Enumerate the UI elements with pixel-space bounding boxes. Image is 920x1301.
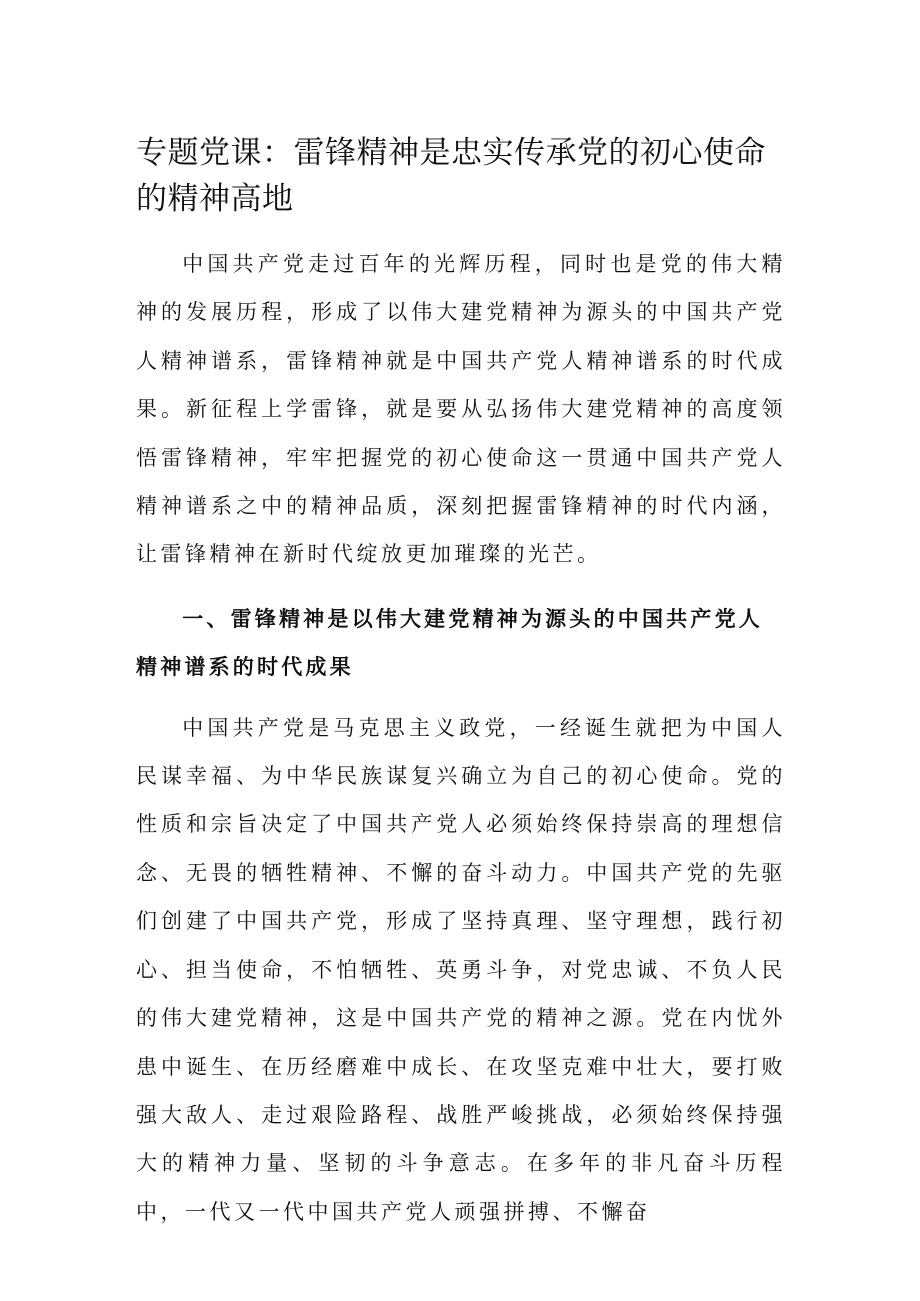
- document-body: [136, 130, 786, 1236]
- intro-paragraph: 中国共产党走过百年的光辉历程，同时也是党的伟大精神的发展历程，形成了以伟大建党精神为源头的中国共产党人精神谱系，雷锋精神就是中国共产党人精神谱系的时代成果。新征程上学雷锋，就是要从弘扬伟大建党精神的高度领悟雷锋精神，牢牢把握党的初心使命这一贯通中国共产党人精神谱系之中的精神品质，深刻把握雷锋精神的时代内涵，让雷锋精神在新时代绽放更加璀璨的光芒。: [136, 252, 786, 567]
- document-title: 专题党课：雷锋精神是忠实传承党的初心使命的精神高地: [136, 135, 766, 217]
- section-paragraph: 中国共产党是马克思主义政党，一经诞生就把为中国人民谋幸福、为中华民族谋复兴确立为自己的初心使命。党的性质和宗旨决定了中国共产党人必须始终保持崇高的理想信念、无畏的牺牲精神、不懈的奋斗动力。中国共产党的先驱们创建了中国共产党，形成了坚持真理、坚守理想，践行初心、担当使命，不怕牺牲、英勇斗争，对党忠诚、不负人民的伟大建党精神，这是中国共产党的精神之源。党在内忧外患中诞生、在历经磨难中成长、在攻坚克难中壮大，要打败强大敌人、走过艰险路程、战胜严峻挑战，必须始终保持强大的精神力量、坚韧的斗争意志。在多年的非凡奋斗历程中，一代又一代中国共产党人顽强拼搏、不懈奋: [136, 715, 786, 1224]
- section-heading: 一、雷锋精神是以伟大建党精神为源头的中国共产党人精神谱系的时代成果: [136, 606, 763, 680]
